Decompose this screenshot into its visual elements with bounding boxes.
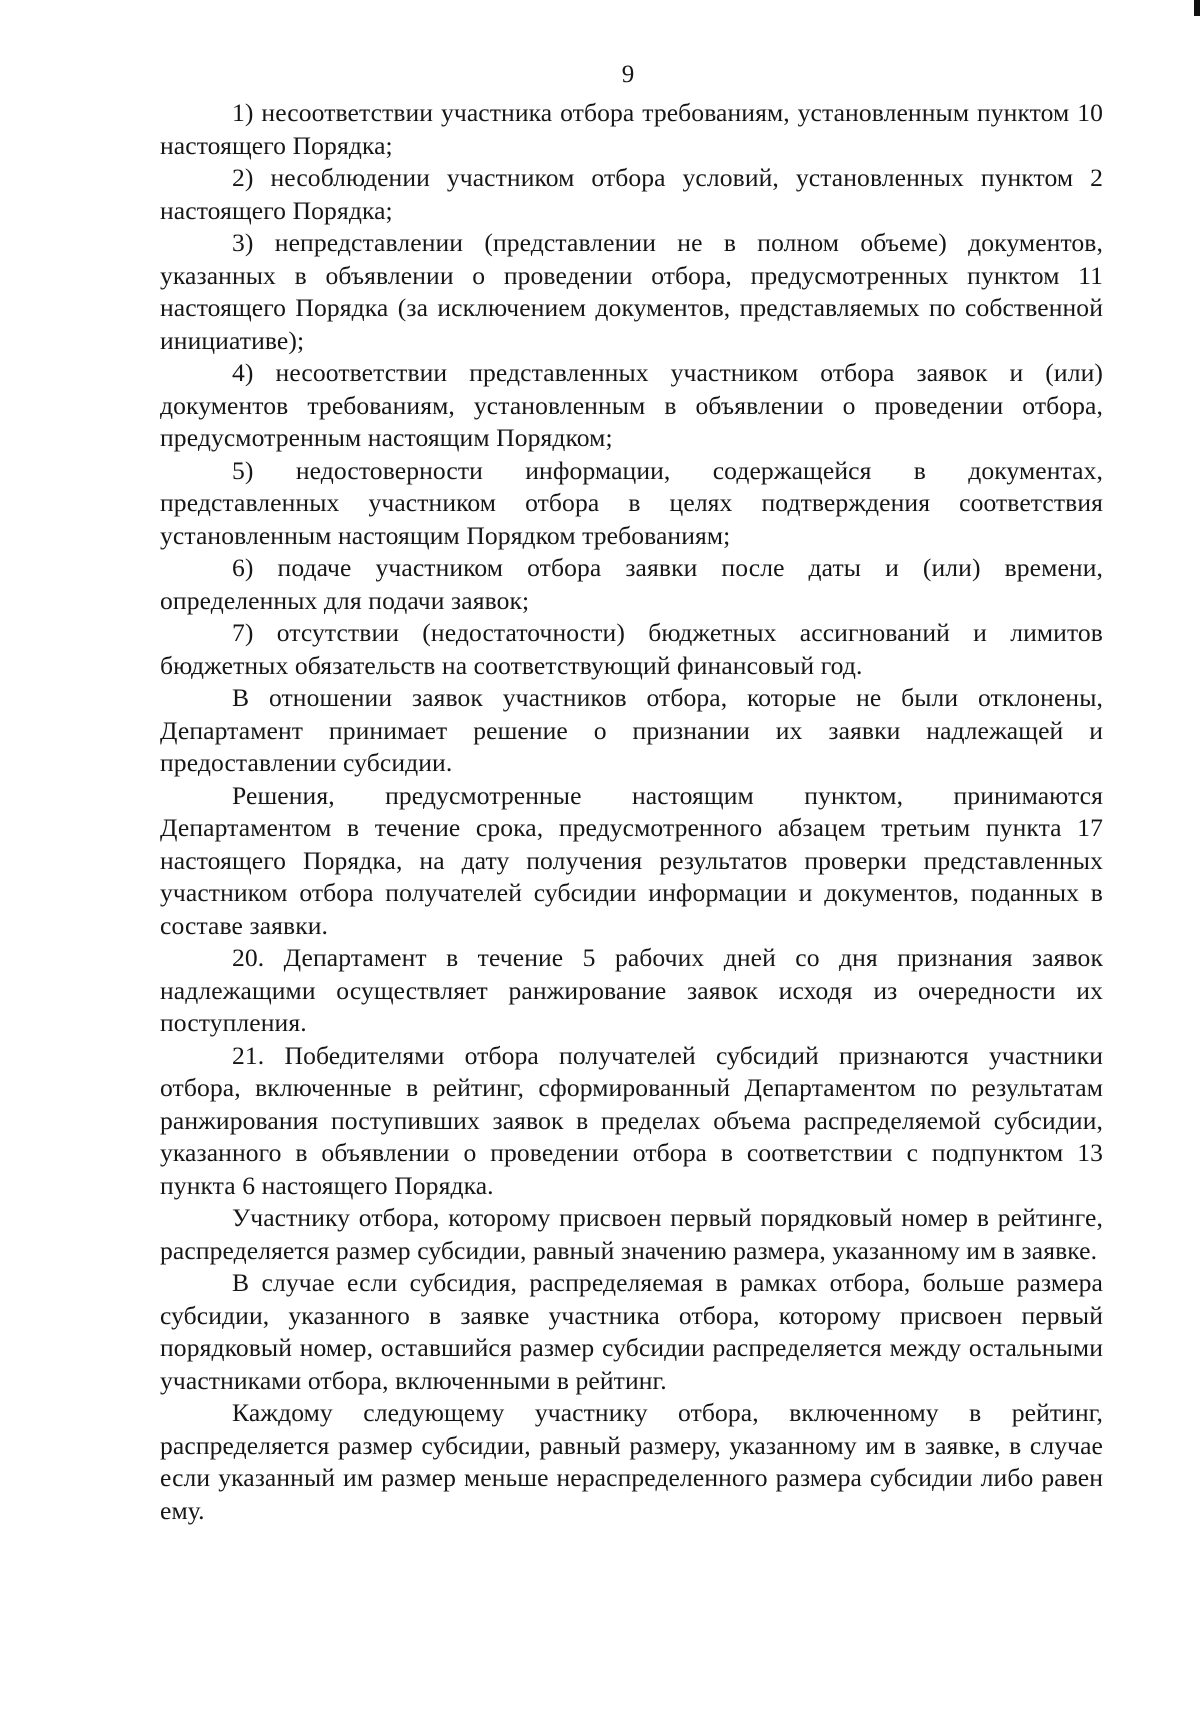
paragraph-first-place: Участнику отбора, которому присвоен первый порядковый номер в рейтинге, распределяется размер субсидии, равный значению размера, указанному им в заявке. <box>160 1203 1103 1265</box>
paragraph-next-participant: Каждому следующему участнику отбора, включенному в рейтинг, распределяется размер субсидии, равный размеру, указанному им в заявке, в случае если указанный им размер меньше нераспределенного размера субсидии либо равен ему. <box>160 1398 1103 1525</box>
page-number: 9 <box>621 61 635 88</box>
paragraph-item-7: 7) отсутствии (недостаточности) бюджетных ассигнований и лимитов бюджетных обязательств на соответствующий финансовый год. <box>160 618 1103 680</box>
paragraph-item-2: 2) несоблюдении участником отбора условий, установленных пунктом 2 настоящего Порядка; <box>160 163 1103 225</box>
scan-corner-mark <box>1194 0 1200 16</box>
paragraph-item-1: 1) несоответствии участника отбора требованиям, установленным пунктом 10 настоящего Порядка; <box>160 98 1103 160</box>
paragraph-item-3: 3) непредставлении (представлении не в полном объеме) документов, указанных в объявлении о проведении отбора, предусмотренных пунктом 11 настоящего Порядка (за исключением документов, представляемых по собственной инициативе); <box>160 228 1103 355</box>
document-body <box>160 97 1103 1527</box>
paragraph-item-5: 5) недостоверности информации, содержащейся в документах, представленных участником отбора в целях подтверждения соответствия установленным настоящим Порядком требованиям; <box>160 455 1103 550</box>
paragraph-item-4: 4) несоответствии представленных участником отбора заявок и (или) документов требованиям, установленным в объявлении о проведении отбора, предусмотренным настоящим Порядком; <box>160 358 1103 452</box>
paragraph-21-winners: 21. Победителями отбора получателей субсидий признаются участники отбора, включенные в рейтинг, сформированный Департаментом по результатам ранжирования поступивших заявок в пределах объема распределяемой субсидии, указанного в объявлении о проведении отбора в соответствии с подпунктом 13 пункта 6 настоящего Порядка. <box>160 1040 1103 1200</box>
paragraph-20-ranking: 20. Департамент в течение 5 рабочих дней со дня признания заявок надлежащими осуществляет ранжирование заявок исходя из очередности их поступления. <box>160 943 1103 1037</box>
paragraph-item-6: 6) подаче участником отбора заявки после даты и (или) времени, определенных для подачи заявок; <box>160 553 1103 615</box>
paragraph-non-rejected-bids: В отношении заявок участников отбора, которые не были отклонены, Департамент принимает решение о признании их заявки надлежащей и предоставлении субсидии. <box>160 683 1103 777</box>
paragraph-decisions: Решения, предусмотренные настоящим пунктом, принимаются Департаментом в течение срока, предусмотренного абзацем третьим пункта 17 настоящего Порядка, на дату получения результатов проверки представленных участником отбора получателей субсидии информации и документов, поданных в составе заявки. <box>160 780 1103 940</box>
paragraph-remaining-subsidy: В случае если субсидия, распределяемая в рамках отбора, больше размера субсидии, указанного в заявке участника отбора, которому присвоен первый порядковый номер, оставшийся размер субсидии распределяется между остальными участниками отбора, включенными в рейтинг. <box>160 1268 1103 1395</box>
